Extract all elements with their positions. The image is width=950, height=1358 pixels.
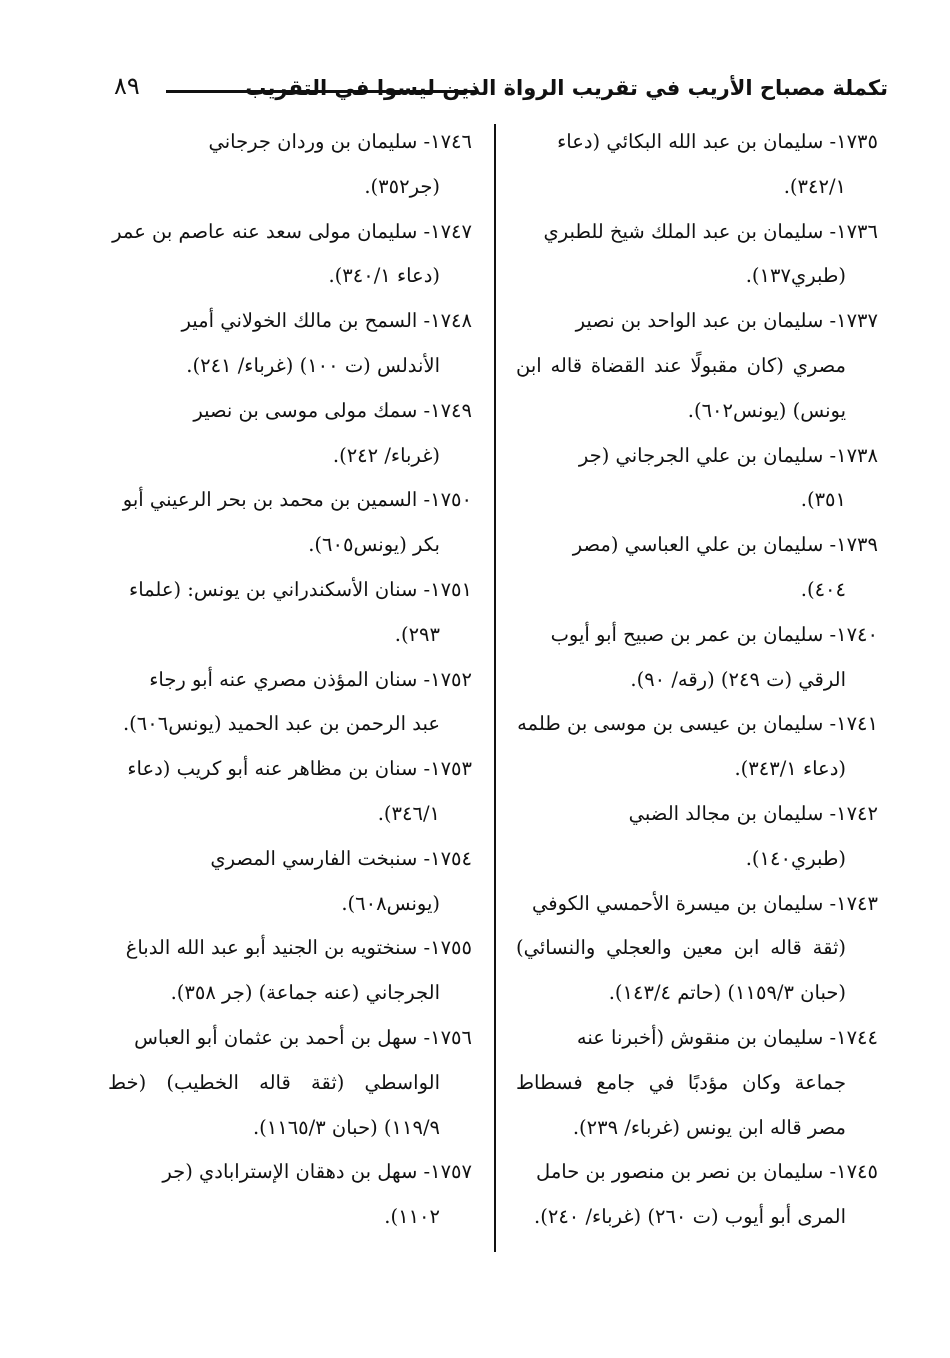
- entry-first-line: ١٧٤٧- سليمان مولى سعد عنه عاصم بن عمر: [112, 219, 472, 243]
- entry-first-line: ١٧٤٢- سليمان بن مجالد الضبي: [628, 801, 878, 825]
- entry-continuation: ٣٥١).: [800, 488, 846, 512]
- entry-first-line: ١٧٤٥- سليمان بن نصر بن منصور بن حامل: [536, 1160, 878, 1184]
- entry-first-line: ١٧٣٥- سليمان بن عبد الله البكائي (دعاء: [557, 130, 878, 153]
- entry-continuation: (طبري١٤٠).: [745, 846, 846, 870]
- left-column: [108, 120, 472, 1240]
- entry-first-line: ١٧٣٦- سليمان بن عبد الملك شيخ للطبري: [543, 219, 878, 243]
- entry-continuation: جماعة وكان مؤدبًا في جامع فسطاط مصر قاله ابن يونس (غرباء/ ٢٣٩).: [516, 1070, 846, 1139]
- entry-first-line: ١٧٥١- سنان الأسكندراني بن يونس: (علماء: [129, 577, 472, 601]
- entry: [516, 613, 878, 703]
- entry-continuation: الرقي (ت ٢٤٩) (رقه/ ٩٠).: [630, 667, 846, 691]
- entry: [108, 837, 472, 927]
- column-divider: [494, 124, 496, 1252]
- entry-continuation: الجرجاني (عنه جماعة) (جر ٣٥٨).: [170, 981, 440, 1005]
- entry: [516, 434, 878, 524]
- entry: [108, 1016, 472, 1150]
- page-header: [108, 72, 888, 112]
- entry: [516, 523, 878, 613]
- entry: [516, 299, 878, 433]
- entry-continuation: ٣٤٢/١).: [783, 174, 846, 198]
- entry-continuation: مصري (كان مقبولًا عند القضاة قاله ابن يونس) (يونس٦٠٢).: [516, 353, 846, 422]
- entry: [516, 210, 878, 300]
- entry: [516, 702, 878, 792]
- entry-first-line: ١٧٤٣- سليمان بن ميسرة الأحمسي الكوفي: [532, 891, 878, 915]
- entry-first-line: ١٧٥٥- سنختويه بن الجنيد أبو عبد الله الدباغ: [125, 936, 472, 960]
- entry: [108, 568, 472, 658]
- entry: [108, 299, 472, 389]
- entry-first-line: ١٧٥٢- سنان المؤذن مصري عنه أبو رجاء: [149, 667, 472, 691]
- entry-continuation: (ثقة قاله ابن معين والعجلي والنسائي) (حبان ١١٥٩/٣) (حاتم ١٤٣/٤).: [516, 936, 846, 1005]
- entry-continuation: بكر (يونس٦٠٥).: [308, 533, 440, 557]
- entry-continuation: ٣٤٦/١).: [377, 801, 440, 825]
- entry: [108, 120, 472, 210]
- entry: [516, 882, 878, 1016]
- entry-first-line: ١٧٥٧- سهل بن دهقان الإسترابادي (جر: [162, 1160, 472, 1184]
- entry-first-line: ١٧٣٨- سليمان بن علي الجرجاني (جر: [578, 443, 878, 467]
- entry-first-line: ١٧٥٤- سنبخت الفارسي المصري: [210, 846, 472, 870]
- entry-continuation: (طبري١٣٧).: [745, 264, 846, 288]
- entry-first-line: ١٧٥٠- السمين بن محمد بن بحر الرعيني أبو: [122, 488, 472, 512]
- entry-first-line: ١٧٤٤- سليمان بن منقوش (أخبرنا عنه: [576, 1025, 878, 1049]
- entry: [516, 120, 878, 210]
- entry-first-line: ١٧٥٦- سهل بن أحمد بن عثمان أبو العباس: [134, 1025, 472, 1049]
- entry: [108, 478, 472, 568]
- entry-continuation: (يونس٦٠٨).: [341, 891, 440, 915]
- entry: [516, 1150, 878, 1240]
- entry-continuation: الواسطي (ثقة قاله الخطيب) (خط ١١٩/٩) (حبان ١١٦٥/٣).: [108, 1070, 440, 1139]
- entry: [108, 210, 472, 300]
- entry-continuation: (دعاء ٣٤٣/١).: [734, 757, 846, 781]
- entry-continuation: عبد الرحمن بن عبد الحميد (يونس٦٠٦).: [122, 712, 440, 736]
- entry-first-line: ١٧٤٨- السمح بن مالك الخولاني أمير: [181, 309, 472, 333]
- running-title: تكملة مصباح الأريب في تقريب الرواة الذين ليسوا في التقريب: [245, 76, 888, 100]
- entry-continuation: ٢٩٣).: [394, 622, 440, 646]
- entry-continuation: ١١٠٢).: [384, 1205, 440, 1229]
- entry: [108, 926, 472, 1016]
- entry-continuation: ٤٠٤).: [800, 577, 846, 601]
- entry: [108, 1150, 472, 1240]
- entry: [108, 747, 472, 837]
- entry: [108, 389, 472, 479]
- entry-first-line: ١٧٣٩- سليمان بن علي العباسي (مصر: [572, 533, 878, 557]
- entry-first-line: ١٧٣٧- سليمان بن عبد الواحد بن نصير: [575, 309, 878, 333]
- entry: [516, 1016, 878, 1150]
- entry: [516, 792, 878, 882]
- entry-continuation: (غرباء/ ٢٤٢).: [332, 443, 440, 467]
- entry-continuation: المرى أبو أيوب (ت ٢٦٠) (غرباء/ ٢٤٠).: [534, 1205, 846, 1229]
- entry: [108, 658, 472, 748]
- entry-first-line: ١٧٤٩- سمك مولى موسى بن نصير: [193, 398, 472, 422]
- entry-first-line: ١٧٤٦- سليمان بن وردان جرجاني: [208, 130, 472, 153]
- entry-continuation: الأندلس (ت ١٠٠) (غرباء/ ٢٤١).: [186, 353, 440, 377]
- entry-first-line: ١٧٤٠- سليمان بن عمر بن صبيح أبو أيوب: [550, 622, 878, 646]
- page-number: ٨٩: [114, 72, 140, 100]
- right-column: [516, 120, 878, 1240]
- entry-continuation: (جر٣٥٢).: [364, 174, 440, 198]
- entry-first-line: ١٧٥٣- سنان بن مظاهر عنه أبو كريب (دعاء: [127, 757, 472, 781]
- entry-continuation: (دعاء ٣٤٠/١).: [328, 264, 440, 288]
- entry-first-line: ١٧٤١- سليمان بن عيسى بن موسى بن طلمه: [517, 712, 878, 736]
